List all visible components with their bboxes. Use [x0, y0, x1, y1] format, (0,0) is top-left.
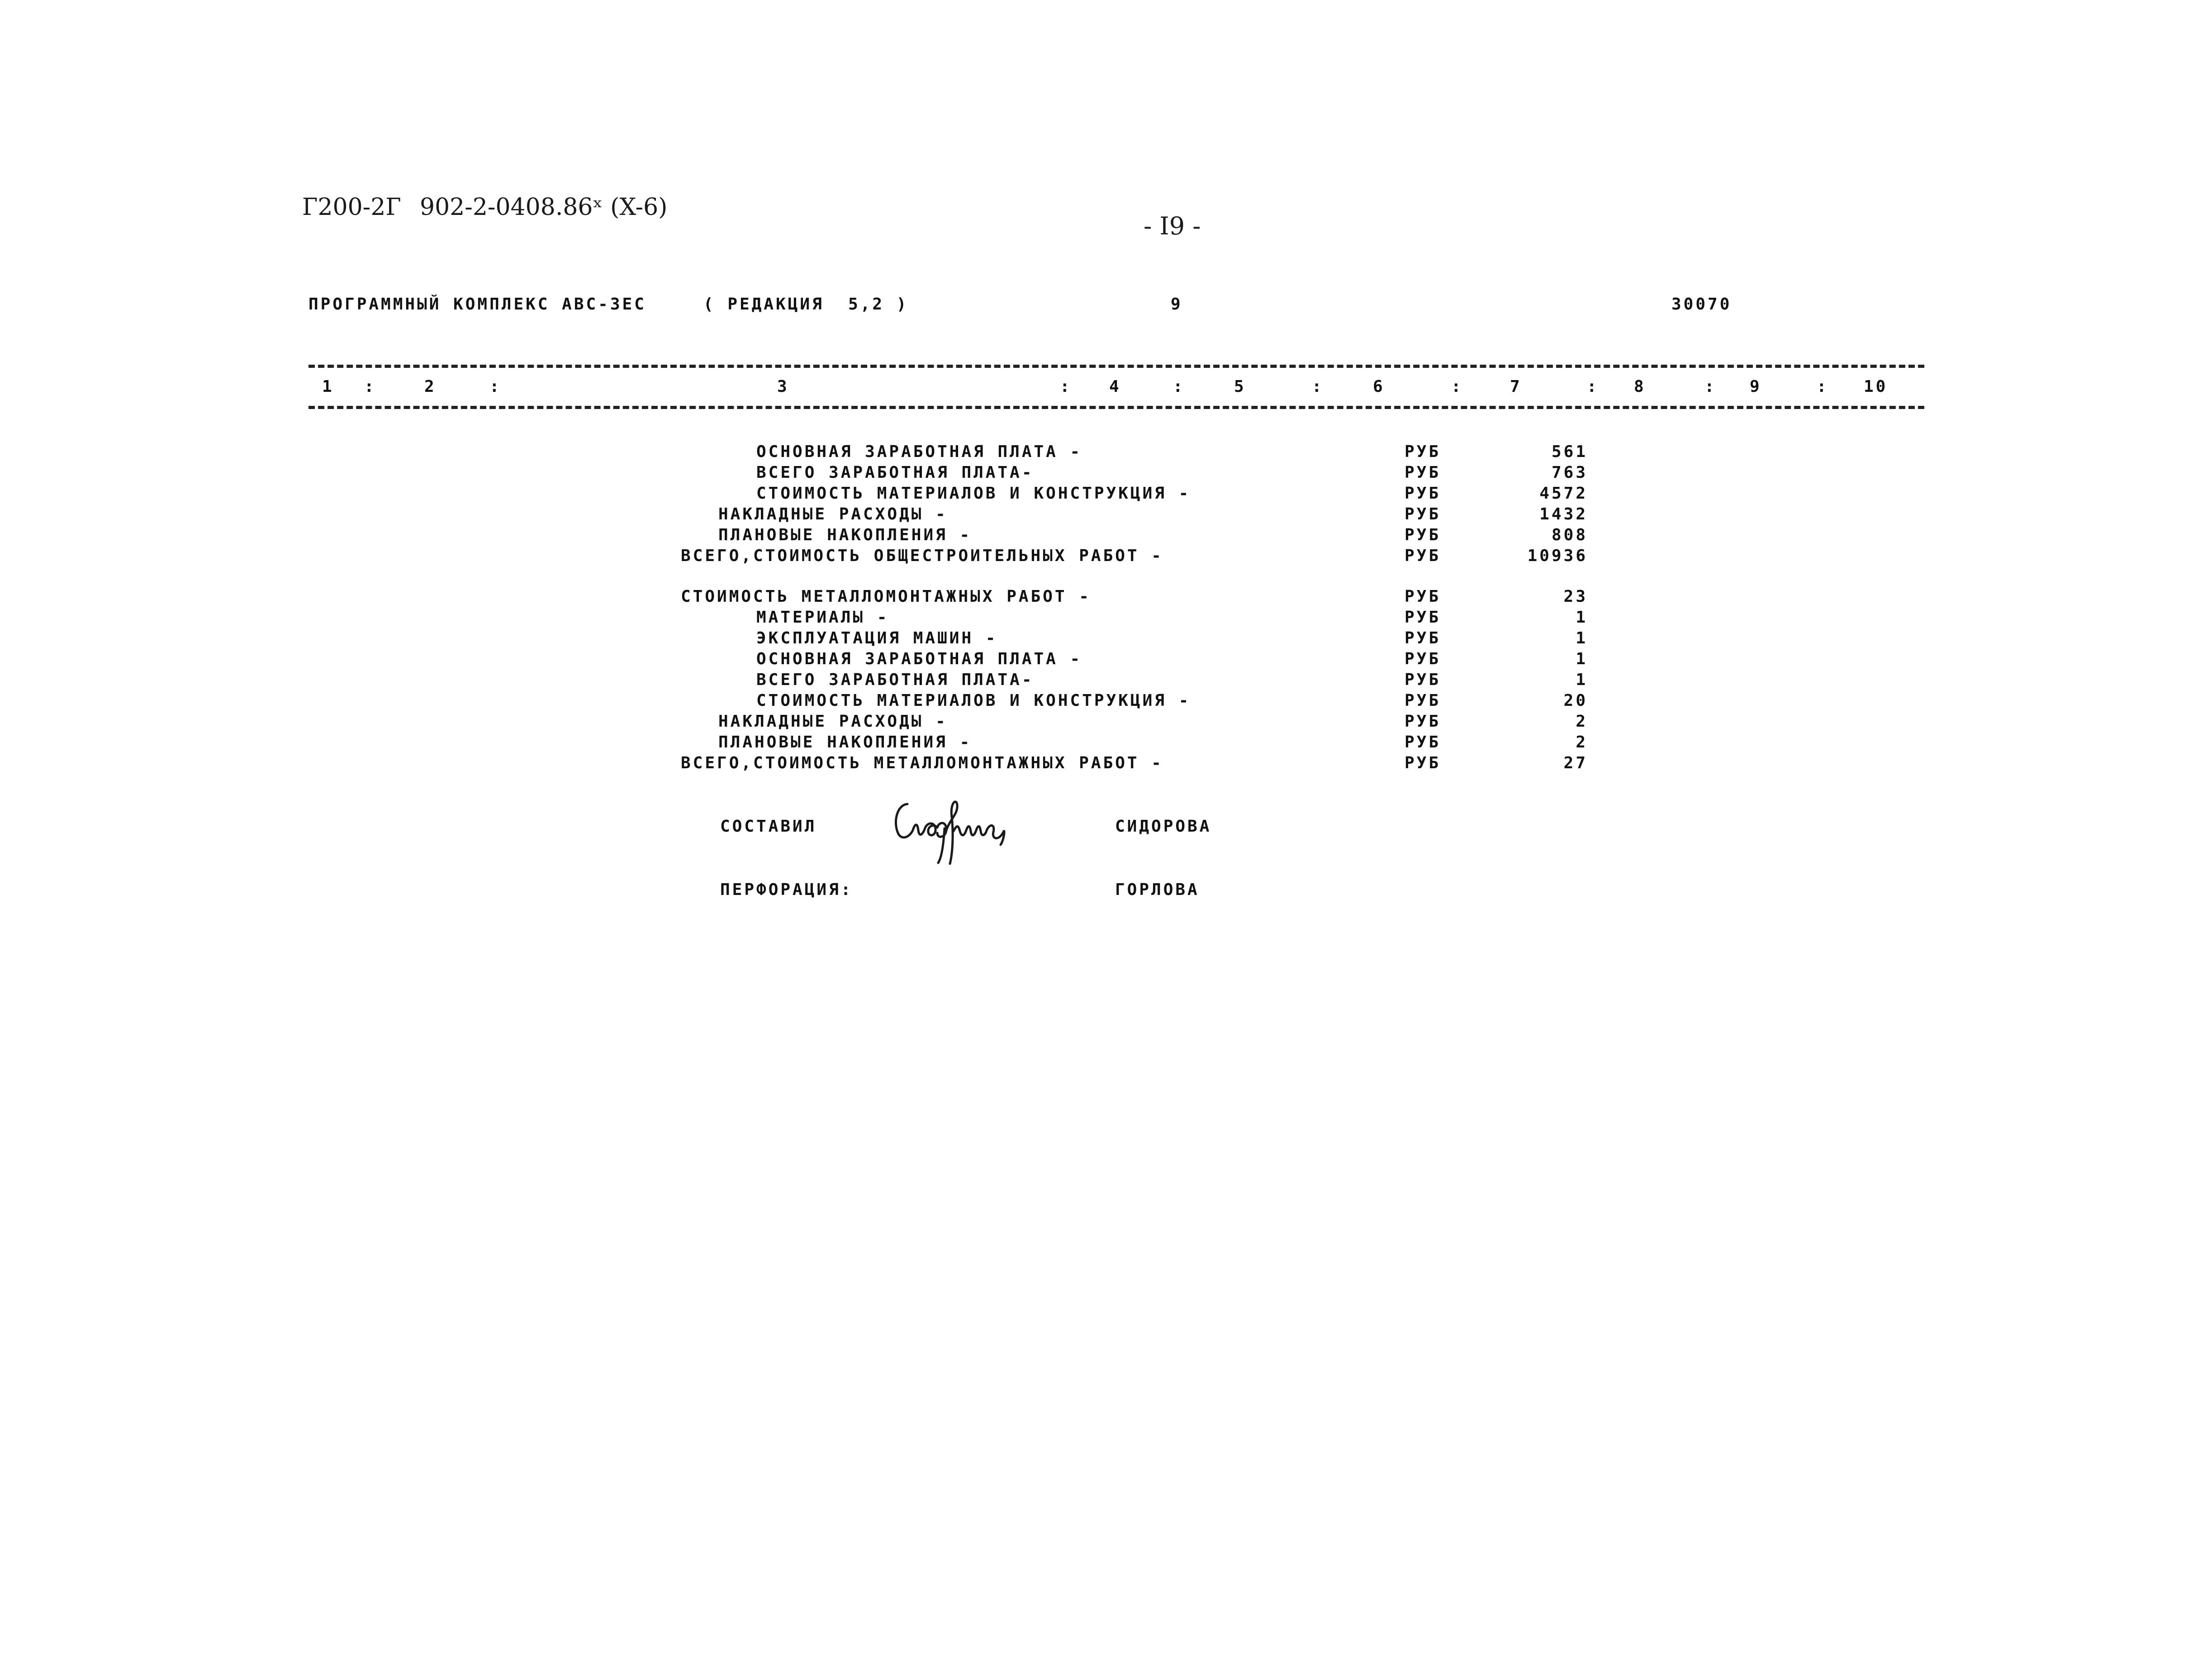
row-value: 23 [1563, 587, 1588, 606]
header-top-rule [309, 365, 1924, 368]
compiled-label: СОСТАВИЛ [720, 817, 817, 836]
table-row [0, 712, 2212, 732]
row-unit: РУБ [1405, 463, 1441, 482]
table-row [0, 547, 2212, 566]
table-row [0, 505, 2212, 525]
row-label: ВСЕГО,СТОИМОСТЬ МЕТАЛЛОМОНТАЖНЫХ РАБОТ - [681, 754, 1163, 772]
row-unit: РУБ [1405, 547, 1441, 565]
row-value: 4572 [1539, 484, 1588, 503]
compiled-name: СИДОРОВА [1115, 817, 1212, 836]
program-name: ПРОГРАММНЫЙ КОМПЛЕКС АВС-3ЕС [309, 295, 646, 314]
row-unit: РУБ [1405, 691, 1441, 710]
row-label: ВСЕГО ЗАРАБОТНАЯ ПЛАТА- [756, 671, 1034, 689]
table-row [0, 691, 2212, 711]
column-header: 8 [1634, 377, 1646, 396]
table-row [0, 484, 2212, 504]
row-unit: РУБ [1405, 733, 1441, 752]
document-code: Г200-2Г [302, 194, 401, 221]
row-label: СТОИМОСТЬ МАТЕРИАЛОВ И КОНСТРУКЦИЯ - [756, 691, 1191, 710]
column-header: 2 [424, 377, 437, 396]
program-code: 30070 [1671, 295, 1732, 314]
row-unit: РУБ [1405, 671, 1441, 689]
row-unit: РУБ [1405, 629, 1441, 647]
row-value: 1432 [1539, 505, 1588, 523]
table-row [0, 587, 2212, 607]
row-value: 561 [1551, 443, 1588, 461]
column-header: 9 [1750, 377, 1762, 396]
column-separator: : [1060, 377, 1072, 396]
row-value: 20 [1563, 691, 1588, 710]
table-row [0, 629, 2212, 649]
row-unit: РУБ [1405, 650, 1441, 668]
row-value: 10936 [1527, 547, 1588, 565]
row-value: 1 [1576, 629, 1588, 647]
column-header: 3 [777, 377, 789, 396]
row-label: ВСЕГО ЗАРАБОТНАЯ ПЛАТА- [756, 463, 1034, 482]
row-value: 808 [1551, 526, 1588, 544]
row-label: СТОИМОСТЬ МЕТАЛЛОМОНТАЖНЫХ РАБОТ - [681, 587, 1091, 606]
table-row [0, 443, 2212, 462]
row-value: 1 [1576, 671, 1588, 689]
row-label: ЭКСПЛУАТАЦИЯ МАШИН - [756, 629, 998, 647]
row-unit: РУБ [1405, 608, 1441, 627]
perforation-name: ГОРЛОВА [1115, 880, 1200, 899]
row-label: НАКЛАДНЫЕ РАСХОДЫ - [718, 712, 948, 731]
column-header: 7 [1510, 377, 1522, 396]
row-value: 2 [1576, 712, 1588, 731]
column-separator: : [1451, 377, 1463, 396]
column-separator: : [489, 377, 502, 396]
column-header: 6 [1373, 377, 1385, 396]
perforation-label: ПЕРФОРАЦИЯ: [720, 880, 853, 899]
column-separator: : [364, 377, 376, 396]
row-unit: РУБ [1405, 526, 1441, 544]
row-unit: РУБ [1405, 505, 1441, 523]
column-separator: : [1817, 377, 1829, 396]
table-row [0, 526, 2212, 546]
column-header: 4 [1109, 377, 1121, 396]
row-unit: РУБ [1405, 484, 1441, 503]
table-row [0, 608, 2212, 628]
table-row [0, 463, 2212, 483]
table-row [0, 733, 2212, 753]
column-header: 1 [322, 377, 334, 396]
header-bottom-rule [309, 406, 1924, 409]
row-label: ПЛАНОВЫЕ НАКОПЛЕНИЯ - [718, 526, 972, 544]
document-number: 902-2-0408.86ˣ (X-6) [420, 194, 668, 221]
row-label: СТОИМОСТЬ МАТЕРИАЛОВ И КОНСТРУКЦИЯ - [756, 484, 1191, 503]
program-edition: ( РЕДАКЦИЯ 5,2 ) [703, 295, 909, 314]
row-value: 27 [1563, 754, 1588, 772]
row-value: 1 [1576, 608, 1588, 627]
row-label: ОСНОВНАЯ ЗАРАБОТНАЯ ПЛАТА - [756, 650, 1082, 668]
row-label: ВСЕГО,СТОИМОСТЬ ОБЩЕСТРОИТЕЛЬНЫХ РАБОТ - [681, 547, 1163, 565]
column-header: 10 [1864, 377, 1888, 396]
row-unit: РУБ [1405, 754, 1441, 772]
column-header: 5 [1234, 377, 1246, 396]
table-row [0, 754, 2212, 774]
row-value: 1 [1576, 650, 1588, 668]
signature [890, 794, 1021, 869]
row-label: МАТЕРИАЛЫ - [756, 608, 889, 627]
row-label: НАКЛАДНЫЕ РАСХОДЫ - [718, 505, 948, 523]
row-label: ОСНОВНАЯ ЗАРАБОТНАЯ ПЛАТА - [756, 443, 1082, 461]
row-unit: РУБ [1405, 443, 1441, 461]
table-row [0, 650, 2212, 670]
row-unit: РУБ [1405, 712, 1441, 731]
row-value: 2 [1576, 733, 1588, 752]
column-separator: : [1704, 377, 1717, 396]
column-separator: : [1587, 377, 1599, 396]
row-unit: РУБ [1405, 587, 1441, 606]
table-row [0, 671, 2212, 690]
page-number: - I9 - [1144, 212, 1201, 240]
column-separator: : [1312, 377, 1324, 396]
program-sheet-number: 9 [1171, 295, 1183, 314]
column-separator: : [1173, 377, 1185, 396]
row-label: ПЛАНОВЫЕ НАКОПЛЕНИЯ - [718, 733, 972, 752]
row-value: 763 [1551, 463, 1588, 482]
